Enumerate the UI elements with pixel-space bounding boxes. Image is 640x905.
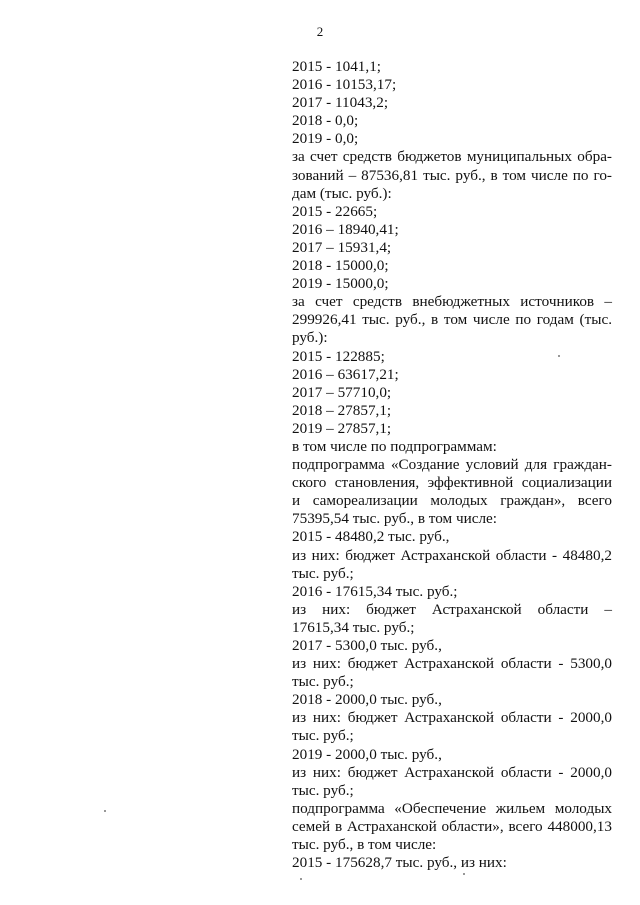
text-line: 2015 - 22665;: [292, 202, 378, 220]
text-line: 2015 - 175628,7 тыс. руб., из них:: [292, 854, 507, 872]
text-line: тыс. руб.;: [292, 564, 354, 582]
scan-speck: [300, 878, 302, 880]
text-line: 2017 – 57710,0;: [292, 383, 392, 401]
text-line: 2016 - 17615,34 тыс. руб.;: [292, 582, 458, 600]
scan-speck: [558, 355, 560, 357]
text-line: 2019 - 0,0;: [292, 130, 359, 148]
text-line: 2015 - 1041,1;: [292, 58, 382, 75]
text-line: ского становления, эффективной социализации: [292, 474, 612, 492]
text-line: 2019 – 27857,1;: [292, 419, 392, 437]
text-line: за счет средств бюджетов муниципальных обра-: [292, 148, 612, 166]
text-line: из них: бюджет Астраханской области –: [292, 600, 612, 618]
text-line: подпрограмма «Создание условий для граждан-: [292, 456, 612, 474]
text-line: 299926,41 тыс. руб., в том числе по годам (тыс.: [292, 311, 612, 329]
text-line: 2018 – 27857,1;: [292, 401, 392, 419]
document-text-column: [292, 58, 612, 872]
text-line: тыс. руб.;: [292, 727, 354, 745]
text-line: тыс. руб.;: [292, 673, 354, 691]
text-line: и самореализации молодых граждан», всего: [292, 492, 612, 510]
text-line: 2016 – 63617,21;: [292, 365, 399, 383]
text-line: 2016 - 10153,17;: [292, 76, 397, 94]
text-line: 2019 - 2000,0 тыс. руб.,: [292, 745, 442, 763]
text-line: 2018 - 15000,0;: [292, 257, 389, 275]
text-line: 75395,54 тыс. руб., в том числе:: [292, 510, 497, 528]
text-line: 2017 - 5300,0 тыс. руб.,: [292, 637, 442, 654]
text-line: семей в Астраханской области», всего 448000,13: [292, 817, 612, 835]
scan-speck: [463, 873, 465, 875]
text-line: 2015 - 48480,2 тыс. руб.,: [292, 528, 450, 546]
text-line: 2015 - 122885;: [292, 347, 385, 365]
text-line: за счет средств внебюджетных источников –: [292, 293, 612, 311]
text-line: дам (тыс. руб.):: [292, 184, 392, 202]
text-line: зований – 87536,81 тыс. руб., в том числе по го-: [292, 166, 612, 184]
text-line: руб.):: [292, 329, 328, 347]
text-line: из них: бюджет Астраханской области - 2000,0: [292, 709, 612, 727]
text-line: из них: бюджет Астраханской области - 5300,0: [292, 655, 612, 673]
scan-speck: [104, 810, 106, 812]
text-line: 2016 – 18940,41;: [292, 220, 399, 238]
text-line: подпрограмма «Обеспечение жильем молодых: [292, 799, 612, 817]
text-line: тыс. руб.;: [292, 781, 354, 799]
text-line: тыс. руб., в том числе:: [292, 836, 437, 854]
text-line: 2017 - 11043,2;: [292, 94, 389, 112]
text-line: 2018 - 2000,0 тыс. руб.,: [292, 691, 442, 709]
text-line: из них: бюджет Астраханской области - 48480,2: [292, 546, 612, 564]
page-number: 2: [316, 24, 324, 39]
text-line: из них: бюджет Астраханской области - 2000,0: [292, 763, 612, 781]
text-line: в том числе по подпрограммам:: [292, 437, 497, 455]
text-line: 17615,34 тыс. руб.;: [292, 618, 415, 636]
text-line: 2018 - 0,0;: [292, 112, 359, 130]
text-line: 2017 – 15931,4;: [292, 238, 392, 256]
text-line: 2019 - 15000,0;: [292, 275, 389, 293]
